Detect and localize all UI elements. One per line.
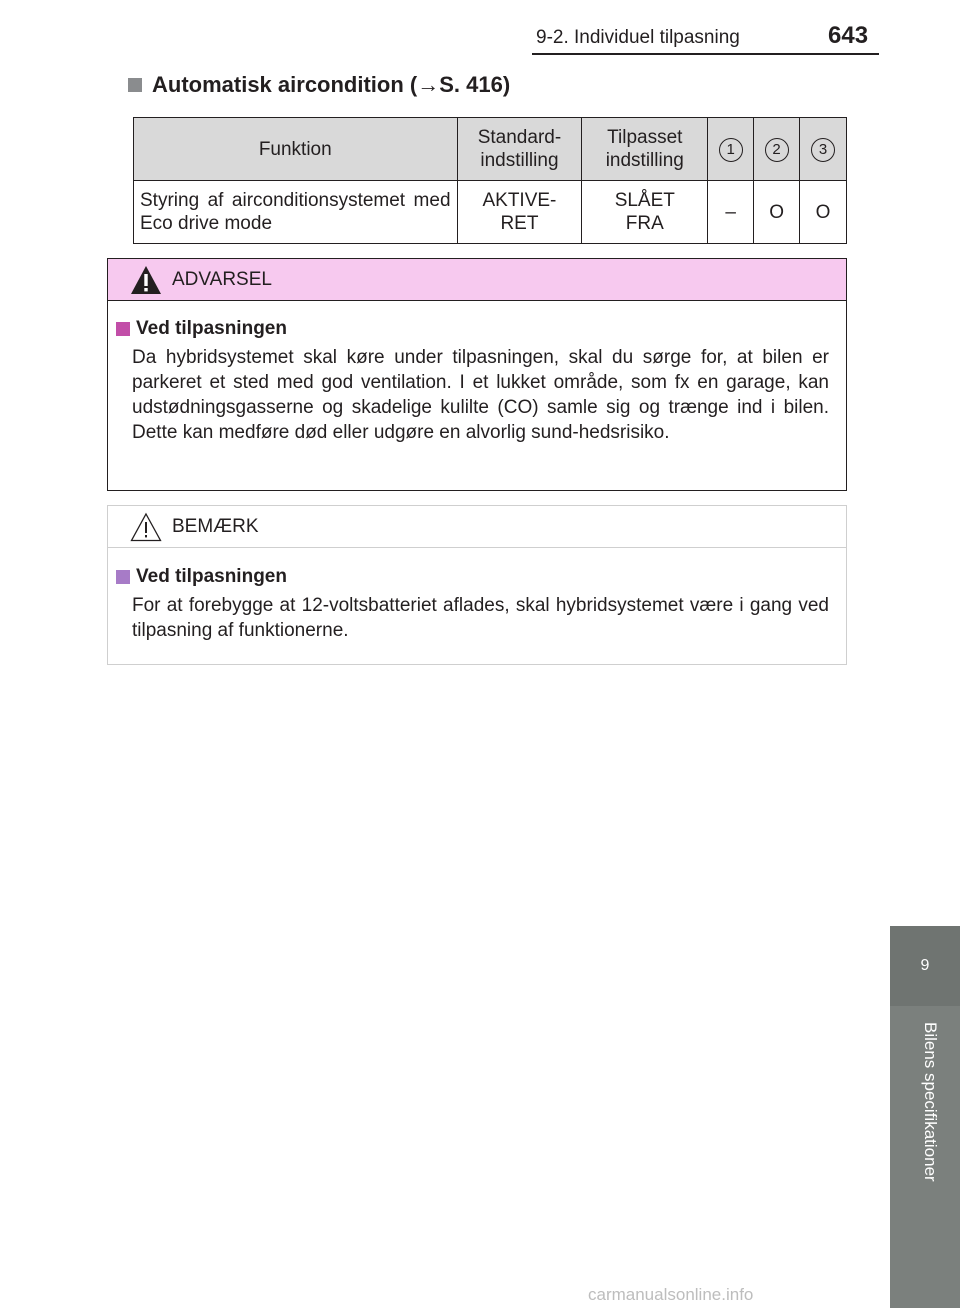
cell-col-3: O: [800, 181, 847, 244]
table-row: [134, 181, 847, 244]
header-funktion: Funktion: [134, 118, 458, 181]
section-heading: [128, 72, 510, 98]
cell-col-2: O: [754, 181, 800, 244]
note-box: [107, 505, 847, 665]
warning-triangle-icon: [130, 265, 162, 295]
note-header: [108, 506, 846, 548]
cell-standard: AKTIVE- RET: [457, 181, 582, 244]
warning-header: [108, 259, 846, 301]
header-title: 9-2. Individuel tilpasning: [536, 27, 740, 48]
header-rule: [532, 53, 879, 55]
cell-tilpasset: SLÅET FRA: [582, 181, 708, 244]
circled-1-icon: 1: [719, 138, 743, 162]
chapter-side-tab: [890, 926, 960, 1308]
circled-2-icon: 2: [765, 138, 789, 162]
warning-box: [107, 258, 847, 491]
watermark: carmanualsonline.info: [588, 1285, 754, 1304]
chapter-label: Bilens specifikationer: [921, 1022, 940, 1182]
square-bullet-icon: [116, 322, 130, 336]
warning-subheading: [116, 318, 287, 340]
warning-label: ADVARSEL: [172, 268, 272, 290]
note-subheading-text: Ved tilpasningen: [136, 566, 287, 587]
cell-funktion: Styring af airconditionsystemet med Eco drive mode: [134, 181, 458, 244]
circled-3-icon: 3: [811, 138, 835, 162]
note-label: BEMÆRK: [172, 515, 259, 537]
note-subheading: [116, 566, 287, 588]
header-standard: Standard- indstilling: [457, 118, 582, 181]
settings-table: [133, 117, 847, 244]
page-number: 643: [828, 22, 869, 49]
chapter-number: 9: [890, 926, 960, 1006]
header-col-3: [800, 118, 847, 181]
header-col-2: [754, 118, 800, 181]
square-bullet-icon: [116, 570, 130, 584]
cell-col-1: –: [708, 181, 754, 244]
table-header-row: [134, 118, 847, 181]
square-bullet-icon: [128, 78, 142, 92]
warning-body: Da hybridsystemet skal køre under tilpasningen, skal du sørge for, at bilen er parkeret et sted med god ventilation. I et lukket område, som fx en garage, kan udstødningsgasserne og skadelige kulilte (CO) samle sig og trænge ind i bilen. Dette kan medføre død eller udgøre en alvorlig sund-hedsrisiko.: [132, 347, 829, 443]
header-tilpasset: Tilpasset indstilling: [582, 118, 708, 181]
header-col-1: [708, 118, 754, 181]
warning-subheading-text: Ved tilpasningen: [136, 318, 287, 339]
caution-triangle-icon: [130, 512, 162, 542]
note-body: For at forebygge at 12-voltsbatteriet aflades, skal hybridsystemet være i gang ved tilpasning af funktionerne.: [132, 595, 829, 641]
section-heading-text: Automatisk aircondition (→S. 416): [152, 72, 511, 97]
